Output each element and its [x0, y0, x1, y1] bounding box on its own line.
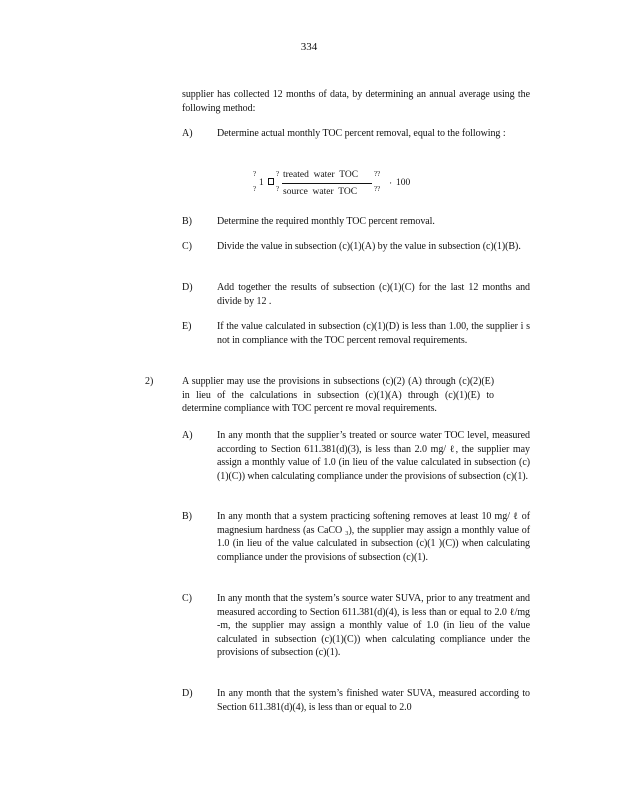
formula-denominator: source water TOC — [283, 187, 358, 197]
item-text-2b: In any month that a system practicing softening removes at least 10 mg/ ℓ of magnesium hardness (as CaCO ₃), the supplier may assign a monthly value of 1.0 (in lieu of the value calculated in subsection (c)(1 )(C)) when calculating compliance under the provisions of subsection (c)(1). — [217, 511, 530, 563]
item-text-2c: In any month that the system’s source water SUVA, prior to any treatment and measured according to Section 611.381(d)(4), is less than or equal to 2.0 ℓ/mg -m, the supplier may assign a monthly value of 1.0 (in lieu of the value calculated in subsection (c)(1)(C)) when calculating compliance under the provisions of subsection (c)(1). — [217, 593, 530, 659]
item-label-2d: D) — [182, 688, 193, 699]
item-label-2b: B) — [182, 511, 192, 522]
formula-multiplier: 100 — [396, 178, 411, 188]
formula-one: 1 — [259, 178, 264, 188]
item-label-2c: C) — [182, 593, 192, 604]
intro-paragraph: supplier has collected 12 months of data, by determining an annual average using the following method: — [182, 89, 530, 114]
times-dot: · — [389, 179, 393, 189]
formula-numerator: treated water TOC — [283, 170, 359, 180]
item-text-2d: In any month that the system’s finished water SUVA, measured according to Section 611.381(d)(4), is less than or equal to 2.0 — [217, 688, 530, 713]
item-text-2a: In any month that the supplier’s treated or source water TOC level, measured according to Section 611.381(d)(3), is less than 2.0 mg/ ℓ, the supplier may assign a monthly value of 1.0 (in lieu of the value calculated in subsection (c)(1)(C)) when calculating compliance under the provisions of subsection (c)(1). — [217, 430, 530, 482]
item-label-1d: D) — [182, 282, 193, 293]
item-text-1c: Divide the value in subsection (c)(1)(A) by the value in subsection (c)(1)(B). — [217, 241, 521, 252]
fraction-bar — [282, 183, 372, 184]
item-label-2a: A) — [182, 430, 193, 441]
toc-removal-formula: ? ? 1 ? ? treated water TOC source water TOC ?? ?? · 100 — [253, 168, 413, 202]
item-text-1a: Determine actual monthly TOC percent removal, equal to the following : — [217, 128, 506, 139]
item-label-1a: A) — [182, 128, 193, 139]
item-label-1c: C) — [182, 241, 192, 252]
item-text-1b: Determine the required monthly TOC percent removal. — [217, 216, 435, 227]
item-label-1e: E) — [182, 321, 192, 332]
section-label-2: 2) — [145, 376, 154, 387]
item-text-1d: Add together the results of subsection (c)(1)(C) for the last 12 months and divide by 12 . — [217, 282, 530, 307]
item-label-1b: B) — [182, 216, 192, 227]
page-number: 334 — [300, 41, 318, 53]
item-text-1e: If the value calculated in subsection (c)(1)(D) is less than 1.00, the supplier i s not in compliance with the TOC percent removal requirements. — [217, 321, 530, 346]
section-text-2: A supplier may use the provisions in subsections (c)(2) (A) through (c)(2)(E) in lieu of the calculations in subsection (c)(1)(A) through (c)(1)(E) to determine compliance with TOC percent re moval requirements. — [182, 376, 494, 415]
minus-glyph-box — [268, 178, 274, 185]
